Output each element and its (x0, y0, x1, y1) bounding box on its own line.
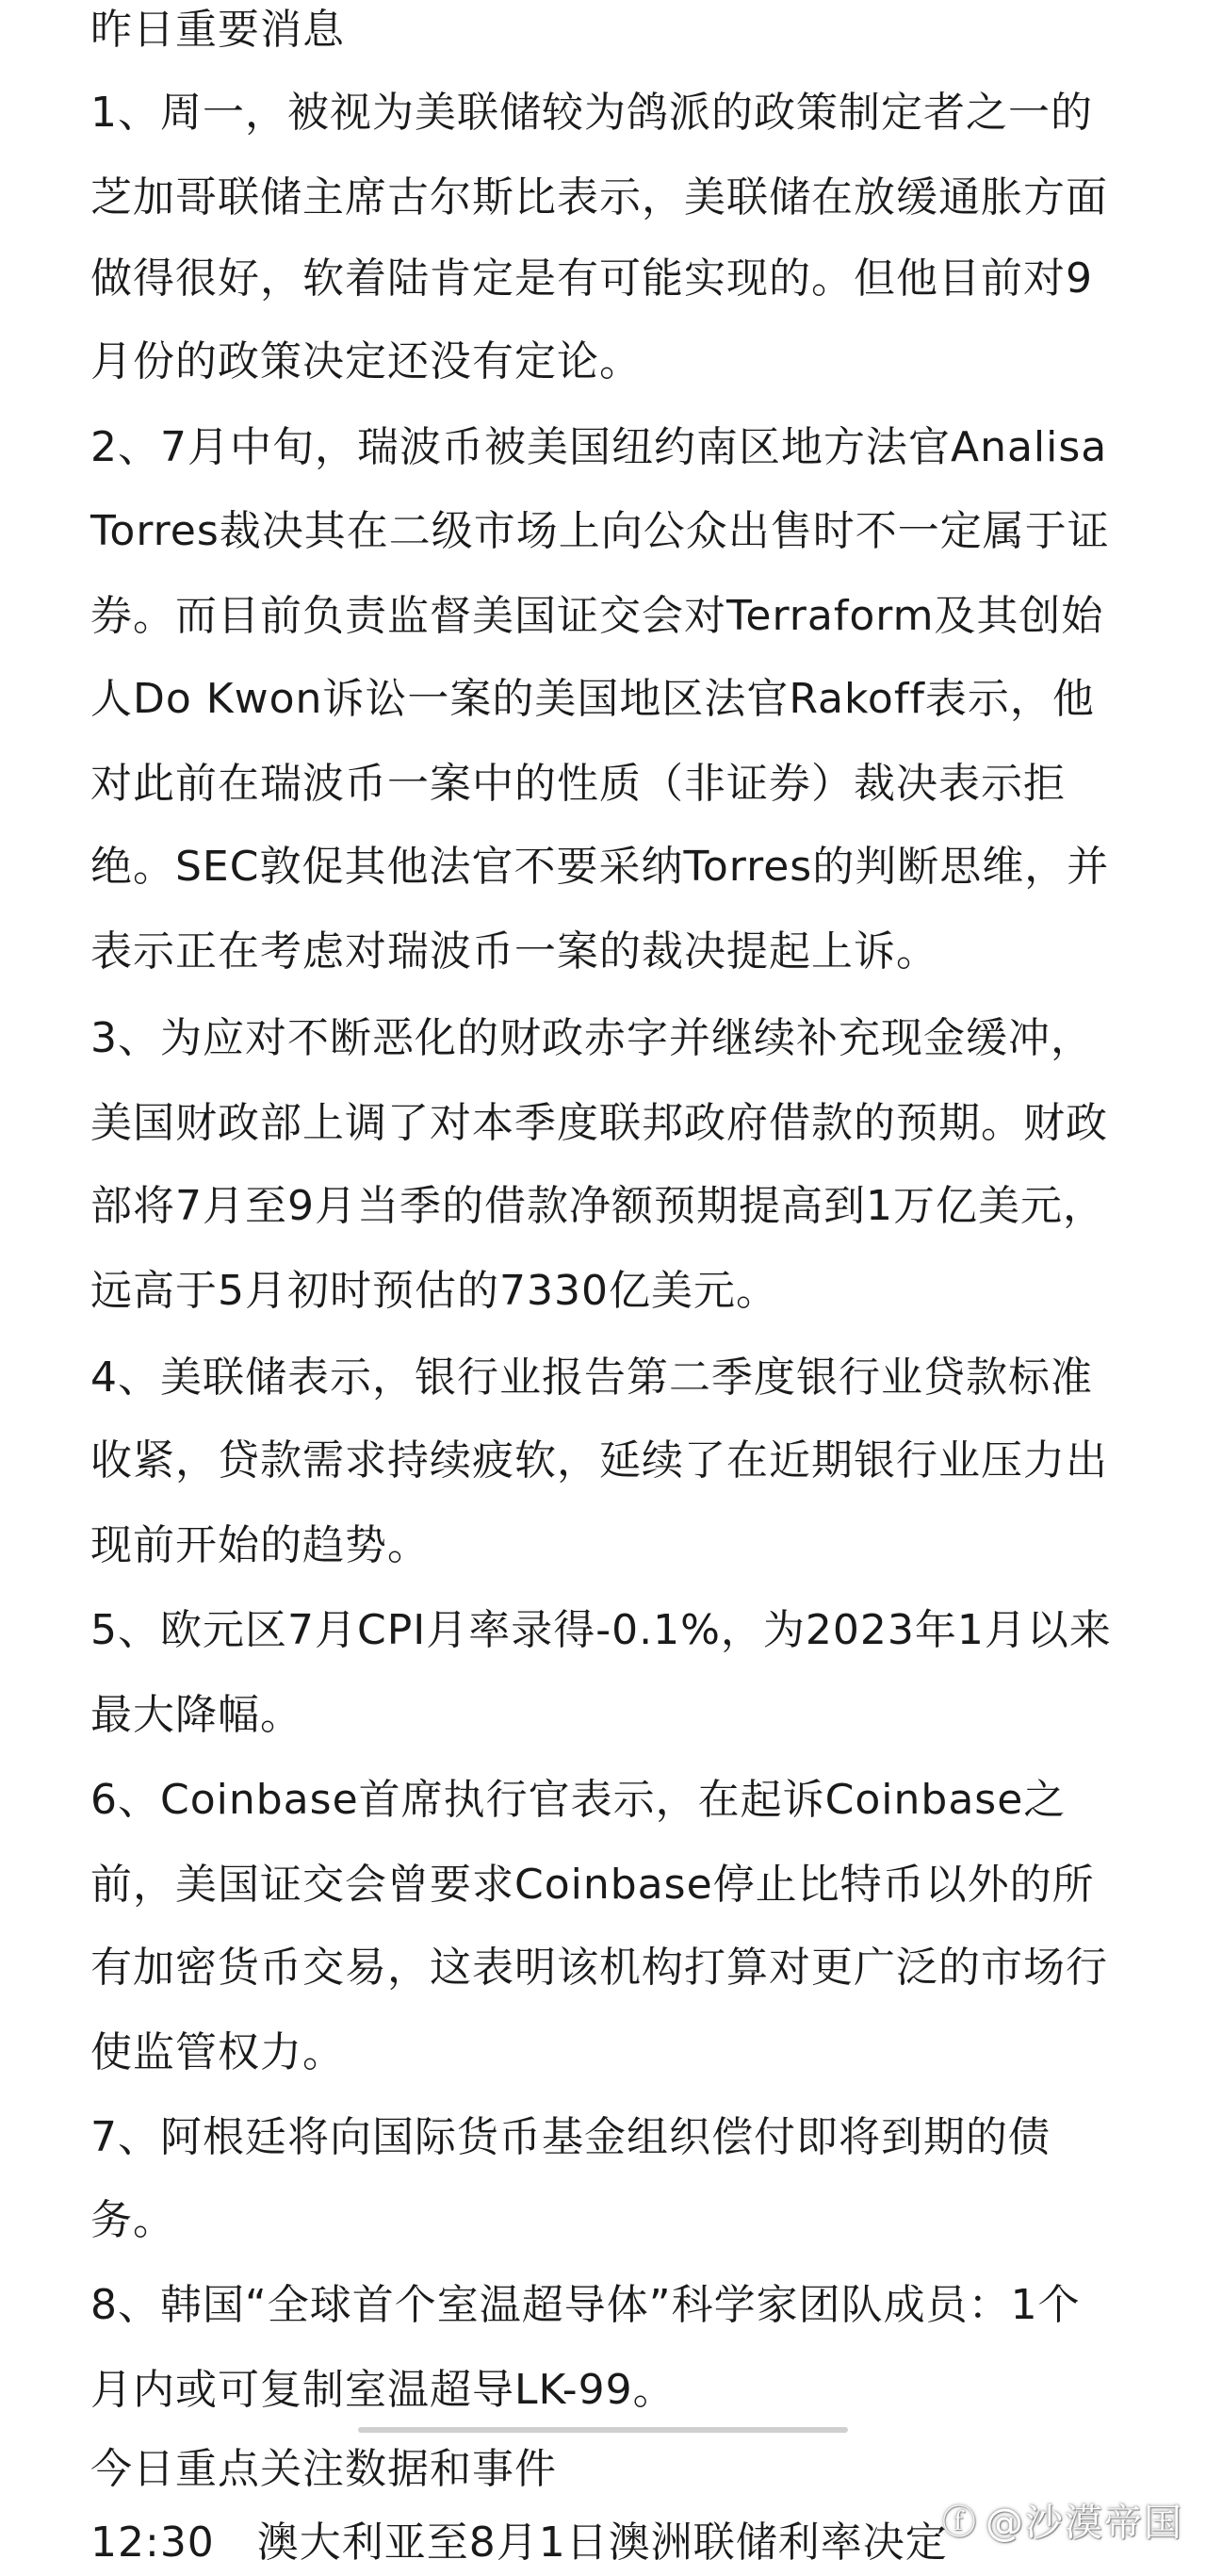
text-line: 5、欧元区7月CPI月率录得-0.1%，为2023年1月以来 (90, 1606, 1112, 1654)
text-line: 表示正在考虑对瑞波币一案的裁决提起上诉。 (90, 927, 938, 976)
text-line: 部将7月至9月当季的借款净额预期提高到1万亿美元， (90, 1182, 1105, 1230)
text-line: 绝。SEC敦促其他法官不要采纳Torres的判断思维，并 (90, 843, 1110, 891)
text-line: 8、韩国“全球首个室温超导体”科学家团队成员：1个 (90, 2281, 1081, 2329)
text-line: 对此前在瑞波币一案中的性质（非证券）裁决表示拒 (90, 760, 1066, 808)
text-line: 6、Coinbase首席执行官表示，在起诉Coinbase之 (90, 1776, 1067, 1824)
text-line: 月份的政策决定还没有定论。 (90, 337, 642, 386)
article-heading: 昨日重要消息 (90, 6, 345, 54)
text-line: 3、为应对不断恶化的财政赤字并继续补充现金缓冲， (90, 1014, 1093, 1062)
text-line: 2、7月中旬，瑞波币被美国纽约南区地方法官Analisa (90, 423, 1108, 471)
text-line: 有加密货币交易，这表明该机构打算对更广泛的市场行 (90, 1944, 1108, 1992)
text-line: 现前开始的趋势。 (90, 1521, 430, 1569)
text-line: 美国财政部上调了对本季度联邦政府借款的预期。财政 (90, 1099, 1108, 1147)
weibo-logo-icon: ⓕ (942, 2502, 979, 2542)
text-line: 4、美联储表示，银行业报告第二季度银行业贷款标准 (90, 1354, 1093, 1402)
text-line: 收紧，贷款需求持续疲软，延续了在近期银行业压力出 (90, 1436, 1108, 1485)
text-line: 务。 (90, 2196, 175, 2244)
text-line: 人Do Kwon诉讼一案的美国地区法官Rakoff表示，他 (90, 675, 1095, 723)
scroll-indicator (358, 2427, 848, 2433)
text-line: Torres裁决其在二级市场上向公众出售时不一定属于证 (90, 507, 1110, 555)
text-line: 远高于5月初时预估的7330亿美元。 (90, 1267, 778, 1315)
text-line: 1、周一，被视为美联储较为鸽派的政策制定者之一的 (90, 89, 1093, 137)
text-line: 使监管权力。 (90, 2028, 345, 2076)
text-line: 做得很好，软着陆肯定是有可能实现的。但他目前对9 (90, 254, 1093, 303)
text-line: 券。而目前负责监督美国证交会对Terraform及其创始 (90, 592, 1104, 640)
event-line: 12:30 澳大利亚至8月1日澳洲联储利率决定 (90, 2519, 948, 2567)
text-line: 月内或可复制室温超导LK-99。 (90, 2366, 676, 2414)
text-line: 前，美国证交会曾要求Coinbase停止比特币以外的所 (90, 1861, 1095, 1909)
watermark-text: @沙漠帝国 (986, 2501, 1184, 2545)
text-line: 芝加哥联储主席古尔斯比表示，美联储在放缓通胀方面 (90, 173, 1108, 222)
text-line: 7、阿根廷将向国际货币基金组织偿付即将到期的债 (90, 2113, 1051, 2161)
watermark (942, 2491, 1197, 2548)
focus-heading: 今日重点关注数据和事件 (90, 2445, 557, 2493)
text-line: 最大降幅。 (90, 1691, 302, 1739)
